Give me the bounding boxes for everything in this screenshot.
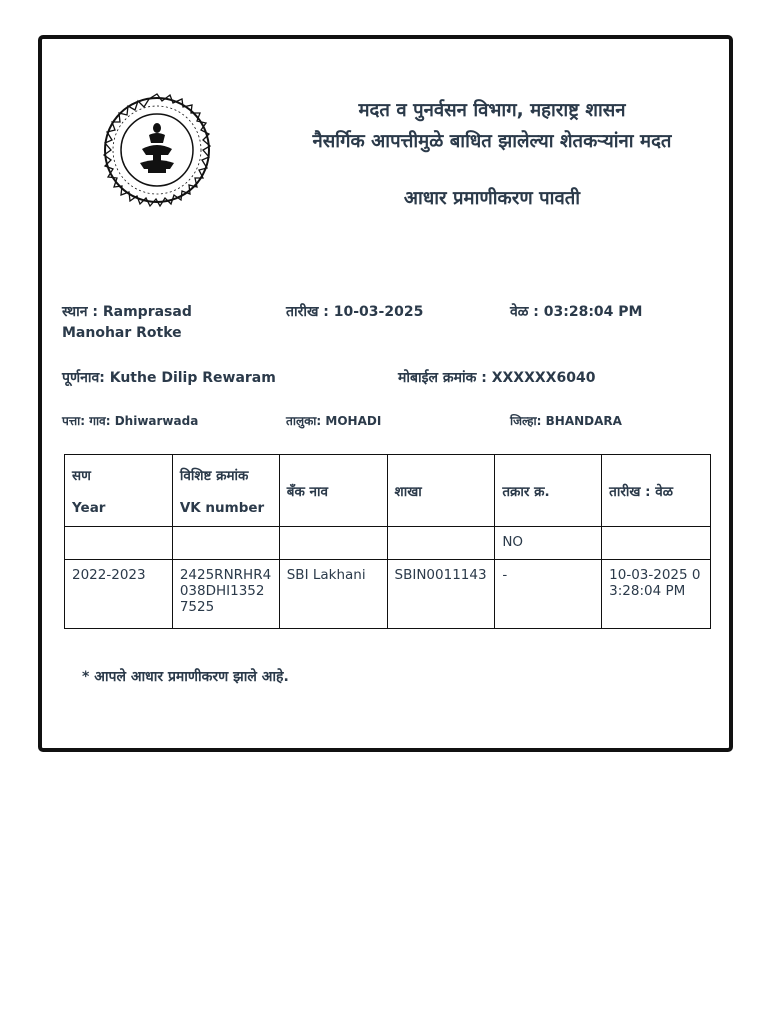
receipt-frame: [38, 35, 733, 752]
table-row: [65, 560, 711, 629]
table-cell: NO: [495, 527, 602, 560]
table-cell: SBIN0011143: [387, 560, 495, 629]
department-title: मदत व पुनर्वसन विभाग, महाराष्ट्र शासन: [358, 100, 626, 121]
full-name-field: पूर्णनाव: Kuthe Dilip Rewaram: [62, 370, 276, 386]
table-cell: 2022-2023: [65, 560, 173, 629]
table-cell: 2425RNRHR4038DHI13527525: [172, 560, 279, 629]
address-field: पत्ता: गाव: Dhiwarwada: [62, 414, 199, 428]
table-cell: [387, 527, 495, 560]
header-vk-mr: विशिष्ट क्रमांक: [179, 467, 249, 484]
authentication-note: * आपले आधार प्रमाणीकरण झाले आहे.: [82, 669, 289, 685]
header-year-mr: सण: [72, 467, 91, 484]
district-field: जिल्हा: BHANDARA: [510, 414, 622, 428]
receipt-title: आधार प्रमाणीकरण पावती: [403, 188, 581, 209]
table-cell: [602, 527, 711, 560]
table-header-row: [65, 455, 711, 527]
scheme-title: नैसर्गिक आपत्तीमुळे बाधित झालेल्या शेतकऱ्यांना मदत: [312, 131, 672, 152]
table-cell: [172, 527, 279, 560]
header-year: [65, 455, 173, 527]
header-branch: शाखा: [387, 455, 495, 527]
header-vk-en: VK number: [179, 499, 265, 516]
header-vk-number: [172, 455, 279, 527]
place-field: स्थान : Ramprasad Manohar Rotke: [62, 304, 192, 341]
maharashtra-seal-icon: [90, 83, 224, 217]
mobile-field: मोबाईल क्रमांक : XXXXXX6040: [398, 370, 596, 386]
header-datetime: तारीख : वेळ: [602, 455, 711, 527]
table-cell: [279, 527, 387, 560]
table-cell: 10-03-2025 03:28:04 PM: [602, 560, 711, 629]
header-complaint: तक्रार क्र.: [495, 455, 602, 527]
table-row: [65, 527, 711, 560]
date-field: तारीख : 10-03-2025: [286, 304, 424, 320]
table-cell: -: [495, 560, 602, 629]
time-field: वेळ : 03:28:04 PM: [510, 304, 643, 320]
header-year-en: Year: [72, 499, 106, 516]
header-bank: बँक नाव: [279, 455, 387, 527]
table-cell: SBI Lakhani: [279, 560, 387, 629]
taluka-field: तालुका: MOHADI: [286, 414, 382, 428]
table-cell: [65, 527, 173, 560]
aadhaar-details-table: [64, 454, 711, 629]
